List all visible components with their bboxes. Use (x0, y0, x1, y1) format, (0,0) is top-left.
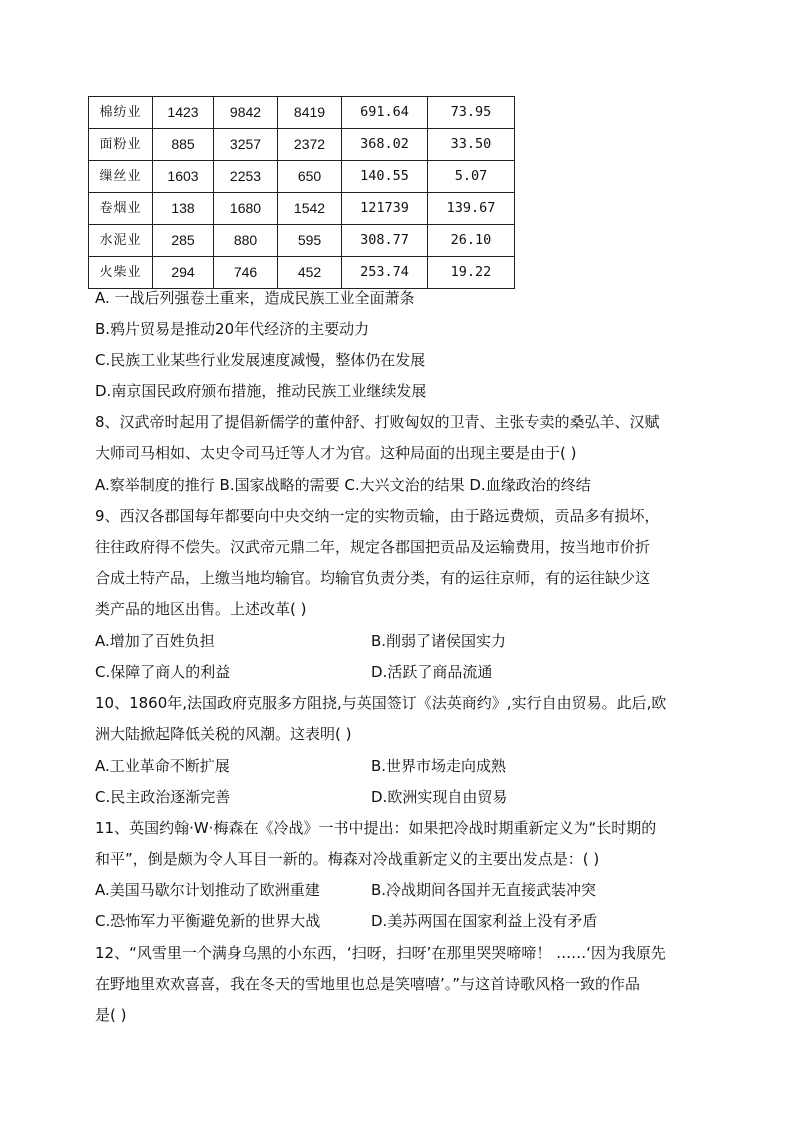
q10-option-a: A.工业革命不断扩展 (95, 757, 230, 775)
industry-name-cell: 棉纺业 (89, 97, 153, 129)
q12-stem-line-2: 在野地里欢欢喜喜，我在冬天的雪地里也总是笑嘻嘻’。”与这首诗歌风格一致的作品 (95, 975, 641, 993)
q10-stem-line-2: 洲大陆掀起降低关税的风潮。这表明( ) (95, 725, 352, 743)
table-cell: 880 (214, 225, 278, 257)
q9-stem-line-2: 往往政府得不偿失。汉武帝元鼎二年，规定各郡国把贡品及运输费用，按当地市价折 (95, 538, 651, 556)
table-cell: 121739 (342, 193, 428, 225)
table-cell: 285 (153, 225, 214, 257)
q9-option-a: A.增加了百姓负担 (95, 632, 215, 650)
table-cell: 691.64 (342, 97, 428, 129)
q11-option-a: A.美国马歇尔计划推动了欧洲重建 (95, 881, 320, 899)
q10-option-c: C.民主政治逐渐完善 (95, 788, 231, 806)
q7-option-a: A. 一战后列强卷土重来，造成民族工业全面萧条 (95, 289, 415, 307)
q10-stem-line-1: 10、1860年,法国政府克服多方阻挠,与英国签订《法英商约》,实行自由贸易。此后,欧 (95, 694, 667, 712)
table-cell: 140.55 (342, 161, 428, 193)
industry-name-cell: 水泥业 (89, 225, 153, 257)
industry-data-table (88, 96, 515, 289)
table-cell: 368.02 (342, 129, 428, 161)
q12-stem-line-1: 12、“风雪里一个满身乌黑的小东西，‘扫呀，扫呀’在那里哭哭啼啼！ ……‘因为我原先 (95, 944, 666, 962)
q7-option-c: C.民族工业某些行业发展速度减慢，整体仍在发展 (95, 351, 426, 369)
table-row (89, 225, 515, 257)
q9-option-d: D.活跃了商品流通 (371, 663, 493, 681)
q10-option-d: D.欧洲实现自由贸易 (371, 788, 508, 806)
q7-option-d: D.南京国民政府颁布措施，推动民族工业继续发展 (95, 382, 427, 400)
table-row (89, 129, 515, 161)
q8-options: A.察举制度的推行 B.国家战略的需要 C.大兴文治的结果 D.血缘政治的终结 (95, 476, 591, 494)
table-row (89, 97, 515, 129)
industry-name-cell: 面粉业 (89, 129, 153, 161)
q11-option-c: C.恐怖军力平衡避免新的世界大战 (95, 912, 321, 930)
table-cell: 2372 (278, 129, 342, 161)
q12-stem-line-3: 是( ) (95, 1006, 127, 1024)
industry-name-cell: 缫丝业 (89, 161, 153, 193)
table-row (89, 161, 515, 193)
q9-option-b: B.削弱了诸侯国实力 (371, 632, 507, 650)
q8-stem-line-2: 大师司马相如、太史令司马迁等人才为官。这种局面的出现主要是由于( ) (95, 444, 577, 462)
table-body (89, 97, 515, 289)
table-cell: 746 (214, 257, 278, 289)
q8-stem-line-1: 8、汉武帝时起用了提倡新儒学的董仲舒、打败匈奴的卫青、主张专卖的桑弘羊、汉赋 (95, 413, 660, 431)
q9-stem-line-3: 合成土特产品，上缴当地均输官。均输官负责分类，有的运往京师，有的运往缺少这 (95, 569, 651, 587)
table-cell: 650 (278, 161, 342, 193)
q7-option-b: B.鸦片贸易是推动20年代经济的主要动力 (95, 320, 370, 338)
table-cell: 452 (278, 257, 342, 289)
table-cell: 73.95 (428, 97, 515, 129)
table-cell: 19.22 (428, 257, 515, 289)
q9-stem-line-1: 9、西汉各郡国每年都要向中央交纳一定的实物贡输，由于路远费烦，贡品多有损坏， (95, 507, 660, 525)
industry-name-cell: 卷烟业 (89, 193, 153, 225)
table-row (89, 193, 515, 225)
table-cell: 9842 (214, 97, 278, 129)
table-cell: 5.07 (428, 161, 515, 193)
table-cell: 138 (153, 193, 214, 225)
table-cell: 253.74 (342, 257, 428, 289)
table-cell: 139.67 (428, 193, 515, 225)
table-cell: 885 (153, 129, 214, 161)
q11-option-d: D.美苏两国在国家利益上没有矛盾 (371, 912, 598, 930)
table-cell: 1423 (153, 97, 214, 129)
table-cell: 26.10 (428, 225, 515, 257)
q11-stem-line-2: 和平”，倒是颇为令人耳目一新的。梅森对冷战重新定义的主要出发点是：( ) (95, 850, 600, 868)
q11-option-b: B.冷战期间各国并无直接武装冲突 (371, 881, 597, 899)
table-cell: 294 (153, 257, 214, 289)
q9-option-c: C.保障了商人的利益 (95, 663, 231, 681)
table-cell: 1680 (214, 193, 278, 225)
table-cell: 1542 (278, 193, 342, 225)
table-cell: 308.77 (342, 225, 428, 257)
industry-name-cell: 火柴业 (89, 257, 153, 289)
table-cell: 2253 (214, 161, 278, 193)
table-cell: 33.50 (428, 129, 515, 161)
table-cell: 595 (278, 225, 342, 257)
table-cell: 1603 (153, 161, 214, 193)
table-cell: 3257 (214, 129, 278, 161)
table-row (89, 257, 515, 289)
table-cell: 8419 (278, 97, 342, 129)
q10-option-b: B.世界市场走向成熟 (371, 757, 507, 775)
q11-stem-line-1: 11、英国约翰·W·梅森在《冷战》一书中提出：如果把冷战时期重新定义为“长时期的 (95, 819, 657, 837)
q9-stem-line-4: 类产品的地区出售。上述改革( ) (95, 600, 307, 618)
